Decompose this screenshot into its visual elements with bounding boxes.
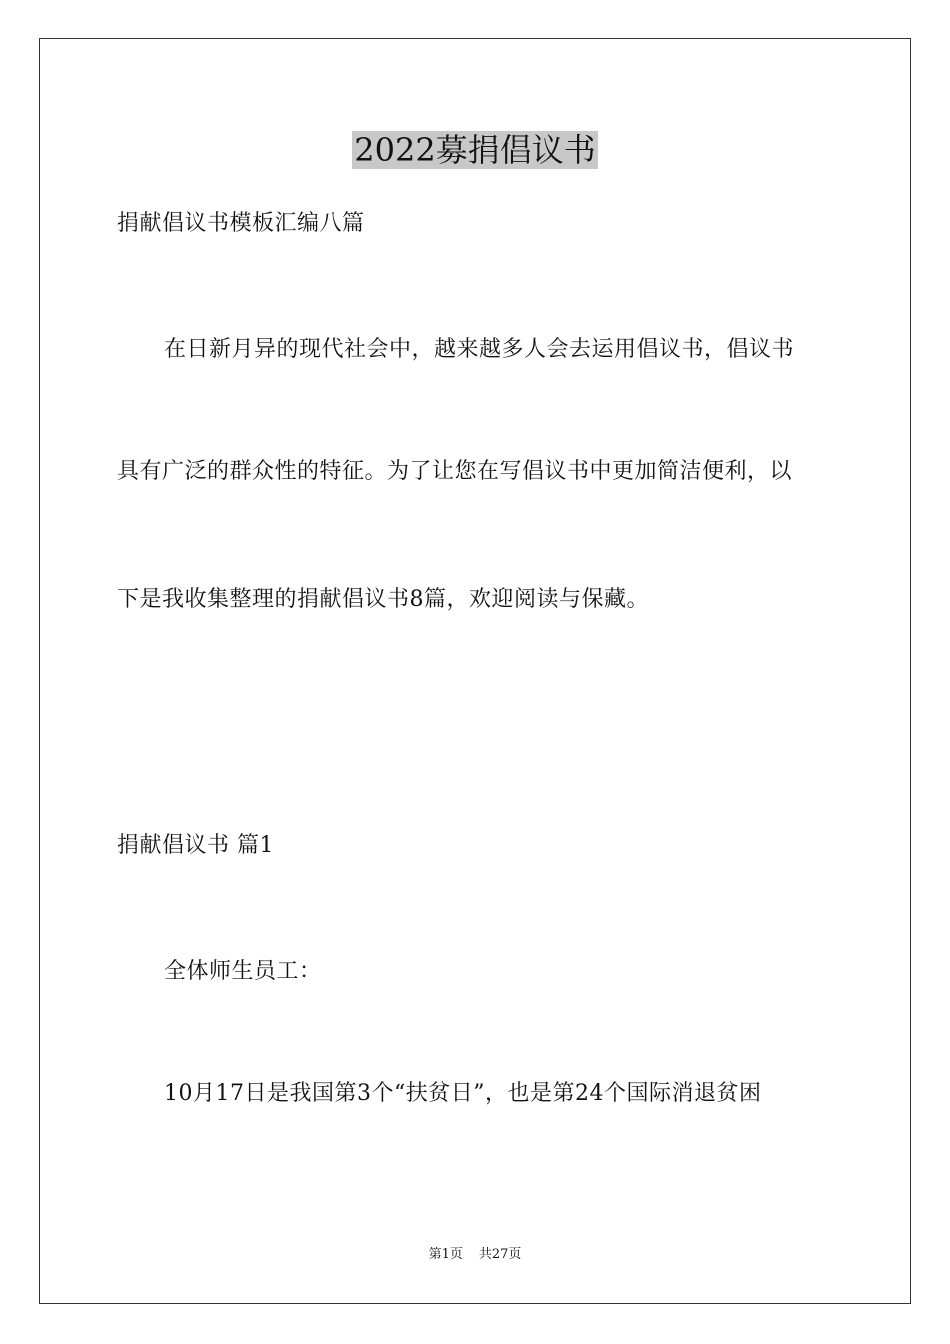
page-total: 共27页 [478,1247,522,1262]
page-number: 第1页 [428,1247,463,1262]
page-footer [0,1246,950,1264]
document-title-text: 2022募捐倡议书 [354,131,596,169]
document-title [0,130,950,170]
salutation: 全体师生员工： [164,959,322,984]
document-subtitle: 捐献倡议书模板汇编八篇 [117,211,365,236]
body-line-1: 10月17日是我国第3个“扶贫日”，也是第24个国际消退贫困 [164,1081,762,1106]
intro-line-1: 在日新月异的现代社会中，越来越多人会去运用倡议书，倡议书 [164,337,795,362]
intro-line-2: 具有广泛的群众性的特征。为了让您在写倡议书中更加简洁便利，以 [117,459,793,484]
section-heading: 捐献倡议书 篇1 [117,833,274,858]
intro-line-3: 下是我收集整理的捐献倡议书8篇，欢迎阅读与保藏。 [117,587,649,612]
